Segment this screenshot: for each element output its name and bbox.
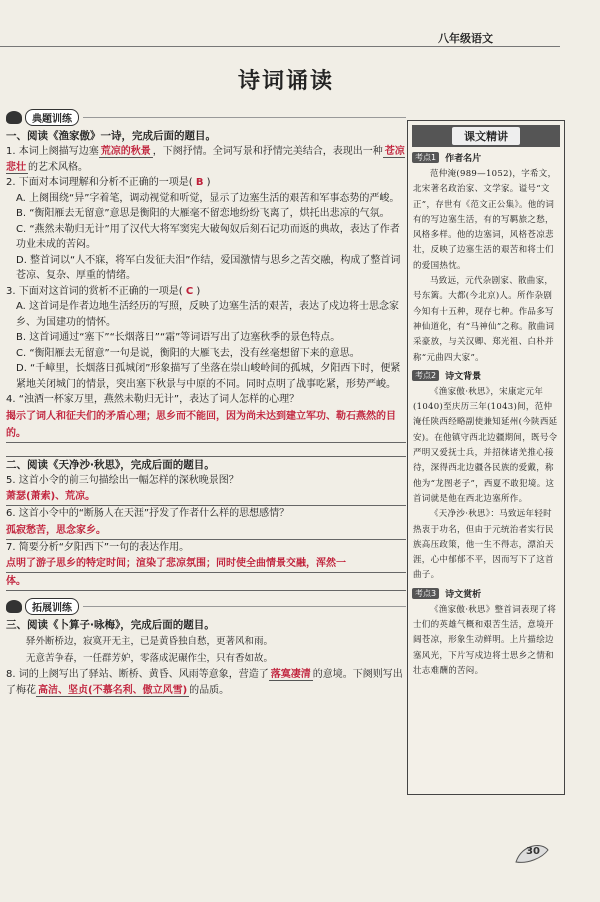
q7-answer-line-1: 点明了游子思乡的特定时间；渲染了悲凉氛围；同时使全曲情景交融，浑然一 xyxy=(6,555,406,573)
exercise-column xyxy=(6,108,406,698)
section-1-heading: 一、阅读《渔家傲》一诗，完成后面的题目。 xyxy=(6,130,216,142)
question-7: 7. 简要分析“夕阳西下”一句的表达作用。 xyxy=(6,541,190,553)
poem-line-1: 驿外断桥边，寂寞开无主，已是黄昏独自愁，更著风和雨。 xyxy=(26,636,274,647)
q3-answer: C xyxy=(185,285,194,297)
point-2-para-1: 《渔家傲·秋思》，宋康定元年(1040)至庆历三年(1043)间，范仲淹任陕西经略副使兼知延州(今陕西延安)。在他镇守西北边疆期间，既号令严明又爱抚士兵，并招徕诸羌推心接待，深得西北边疆各民族的爱戴，称他为“龙图老子”，西夏不敢犯境。这首词就是他在西北边塞所作。 xyxy=(413,386,558,504)
q8-answer-1: 落寞凄清 xyxy=(270,669,311,680)
question-6: 6. 这首小令中的“断肠人在天涯”抒发了作者什么样的思想感情？ xyxy=(6,508,290,519)
q3-option-b: B. 这首词通过“塞下”“长烟落日”“霜”等词语写出了边塞秋季的景色特点。 xyxy=(16,332,341,343)
extension-banner-label: 拓展训练 xyxy=(25,598,79,615)
page-title: 诗词诵读 xyxy=(238,69,335,94)
point-1-para-1: 范仲淹(989—1052)，字希文，北宋著名政治家、文学家。谥号“文正”，存世有《范文正公集》。他的词有的写边塞生活，有的写羁旅之愁，风格多样。他的边塞词，风格苍凉悲壮，反映了边塞生活的艰苦和将士们的爱国热忱。 xyxy=(413,169,557,271)
q2-option-b: B. “衡阳雁去无留意”意思是衡阳的大雁毫不留恋地纷纷飞离了，烘托出悲凉的气氛。 xyxy=(16,208,390,219)
q2-option-a: A. 上阕围绕“异”字着笔，调动视觉和听觉，显示了边塞生活的艰苦和军事态势的严峻。 xyxy=(16,192,400,204)
sidebar-heading: 课文精讲 xyxy=(452,127,520,145)
point-3-tag: 考点3 诗文赏析 xyxy=(412,587,560,600)
q4-answer: 揭示了词人和征夫们的矛盾心理；思乡而不能回，因为尚未达到建立军功、勒石燕然的目的。 xyxy=(6,408,406,443)
q5-answer: 萧瑟(萧索)、荒凉。 xyxy=(6,488,406,506)
q6-answer: 孤寂愁苦，思念家乡。 xyxy=(6,522,406,540)
practice-banner-label: 典题训练 xyxy=(25,109,79,126)
q2-answer: B xyxy=(195,177,204,188)
page-number: 30 xyxy=(526,846,540,857)
q1-answer-1: 荒凉的秋景 xyxy=(100,146,151,157)
q3-option-d: D. “千嶂里，长烟落日孤城闭”形象描写了坐落在崇山峻岭间的孤城，夕阳西下时，便紧紧地关闭城门的情景，突出塞下秋景与中原的不同。同时点明了战事吃紧，形势严峻。 xyxy=(16,363,401,390)
point-3-para-1: 《渔家傲·秋思》整首词表现了将士们的英雄气概和艰苦生活，意境开阔苍凉，形象生动鲜明。上片描绘边塞风光，下片写戍边将士思乡之情和壮志难酬的苦闷。 xyxy=(413,604,557,676)
point-1-para-2: 马致远，元代杂剧家、散曲家，号东篱。大都(今北京)人。所作杂剧今知有十五种，现存七种。作品多写神仙道化，有“马神仙”之称。散曲词采豪放，与关汉卿、郑光祖、白朴并称“元曲四大家”。 xyxy=(413,276,555,363)
header-rule xyxy=(0,46,560,47)
q2-option-c: C. “燕然未勒归无计”用了汉代大将军窦宪大破匈奴后刻石记功而返的典故，表达了作者功业未成的苦闷。 xyxy=(16,223,400,250)
q2-option-d: D. 整首词以“人不寐，将军白发征夫泪”作结，爱国激情与思乡之苦交融，构成了整首词苍凉、复杂、厚重的情绪。 xyxy=(16,254,401,281)
q3-option-a: A. 这首词是作者边地生活经历的写照，反映了边塞生活的艰苦，表达了戍边将士思念家乡、为国建功的情怀。 xyxy=(16,301,400,328)
q7-answer-line-2: 体。 xyxy=(6,573,406,591)
practice-banner xyxy=(6,108,406,126)
practice-logo-icon xyxy=(6,111,22,124)
sidebar-heading-bar xyxy=(412,125,560,147)
q1-answer-2: 苍凉悲壮 xyxy=(6,146,405,173)
extension-logo-icon xyxy=(6,600,22,613)
question-3: 3. 下面对这首词的赏析不正确的一项是( C ) xyxy=(6,285,201,297)
point-2-tag: 考点2 诗文背景 xyxy=(412,369,560,382)
lesson-notes-sidebar xyxy=(407,120,565,795)
question-8: 8. 词的上阕写出了驿站、断桥、黄昏、风雨等意象，营造了 落寞凄清 的意境。下阕则写出了梅花 高洁、坚贞(不慕名利、傲立风雪) 的品质。 xyxy=(6,669,403,696)
point-1-tag: 考点1 作者名片 xyxy=(412,151,560,164)
poem-line-2: 无意苦争春，一任群芳妒，零落成泥碾作尘，只有香如故。 xyxy=(26,653,274,664)
question-2: 2. 下面对本词理解和分析不正确的一项是( B ) xyxy=(6,177,211,188)
section-2-heading: 二、阅读《天净沙·秋思》，完成后面的题目。 xyxy=(6,458,215,471)
section-3-heading: 三、阅读《卜算子·咏梅》，完成后面的题目。 xyxy=(6,619,215,631)
point-2-para-2: 《天净沙·秋思》：马致远年轻时热衷于功名，但由于元统治者实行民族高压政策，他一生不得志，漂泊天涯，心中郁郁不平，因而写下了这首曲子。 xyxy=(413,509,554,581)
q8-answer-2: 高洁、坚贞(不慕名利、傲立风雪) xyxy=(38,684,188,696)
q3-option-c: C. “衡阳雁去无留意”一句是说，衡阳的大雁飞去，没有丝毫想留下来的意思。 xyxy=(16,347,360,359)
question-4: 4. “浊酒一杯家万里，燕然未勒归无计”，表达了词人怎样的心理？ xyxy=(6,394,300,405)
grade-label: 八年级语文 xyxy=(438,32,493,45)
question-5: 5. 这首小令的前三句描绘出一幅怎样的深秋晚景图？ xyxy=(6,474,239,486)
extension-banner xyxy=(6,597,406,615)
question-1: 1. 本词上阕描写边塞 荒凉的秋景 ，下阕抒情。全词写景和抒情完美结合，表现出一种 苍凉悲壮 的艺术风格。 xyxy=(6,146,405,173)
